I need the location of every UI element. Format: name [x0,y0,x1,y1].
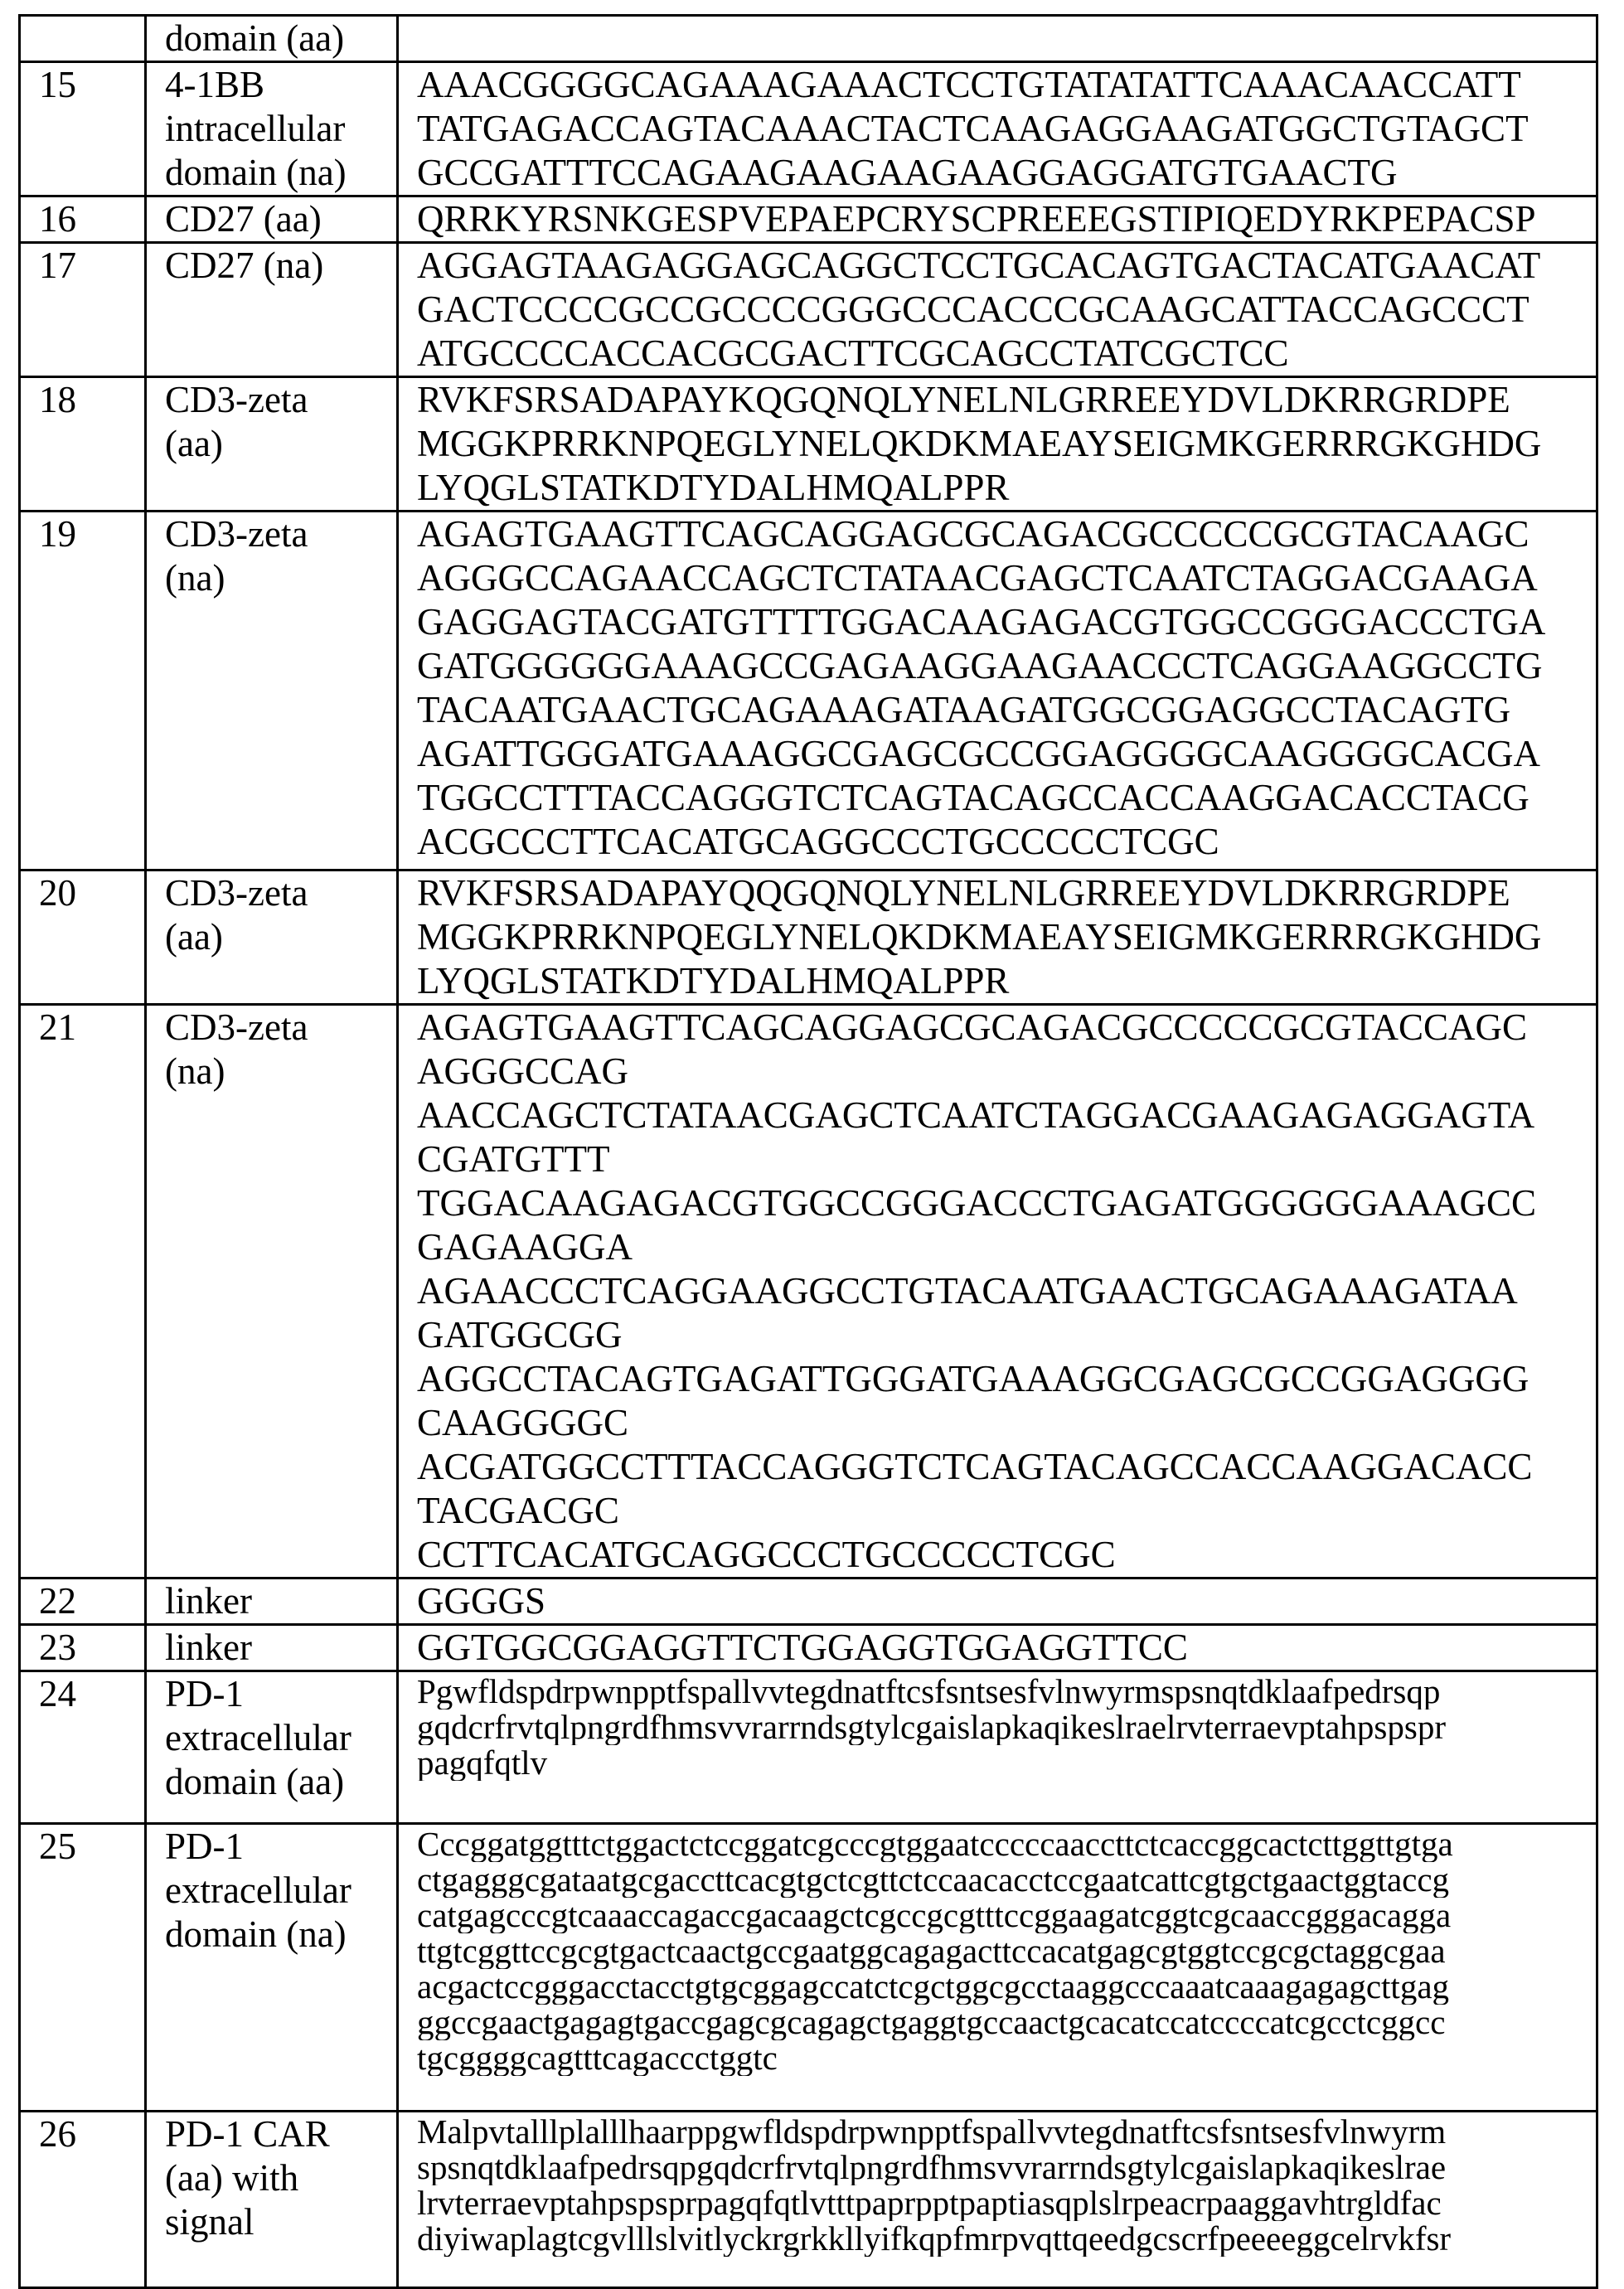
table-row [20,1625,1597,1671]
seq-id-cell: 25 [20,1824,146,2112]
table-row [20,512,1597,870]
sequence-line: gqdcrfrvtqlpngrdfhmsvvrarrndsgtylcgaislapkaqikeslraelrvterraevptahpspspr [417,1709,1596,1745]
description-line: extracellular [165,1869,396,1913]
description-cell [146,1824,398,2112]
sequence-line: catgagcccgtcaaaccagaccgacaagctcgccgcgtttccggaagatcggtcgcaaccgggacagga [417,1898,1596,1933]
description-line: extracellular [165,1716,396,1760]
description-cell [146,1625,398,1671]
seq-id-cell: 15 [20,62,146,196]
sequence-line: diyiwaplagtcgvlllslvitlyckrgrkkllyifkqpfmrpvqttqeedgcscrfpeeeeggcelrvkfsr [417,2221,1596,2257]
seq-id-cell: 26 [20,2112,146,2288]
description-cell [146,377,398,512]
sequence-line: GACTCCCCGCCGCCCCGGGCCCACCCGCAAGCATTACCAGCCCT [417,288,1596,332]
sequence-line: AGAGTGAAGTTCAGCAGGAGCGCAGACGCCCCCGCGTACCAGC [417,1006,1596,1050]
sequence-line: tgcggggcagtttcagaccctggtc [417,2040,1596,2076]
sequence-line: QRRKYRSNKGESPVEPAEPCRYSCPREEEGSTIPIQEDYRKPEPACSP [417,197,1596,241]
description-line: CD27 (na) [165,244,396,288]
sequence-table-body [20,16,1597,2288]
sequence-line: ACGCCCTTCACATGCAGGCCCTGCCCCCTCGC [417,820,1596,864]
table-row [20,62,1597,196]
description-line: domain (aa) [165,1760,396,1804]
sequence-cell [398,16,1597,62]
table-row [20,2112,1597,2288]
sequence-line: GATGGGGGGAAAGCCGAGAAGGAAGAACCCTCAGGAAGGCCTG [417,644,1596,688]
description-line: (aa) [165,915,396,959]
table-row [20,1671,1597,1824]
seq-id-cell: 20 [20,870,146,1005]
seq-id-cell: 23 [20,1625,146,1671]
sequence-cell [398,512,1597,870]
sequence-line: MGGKPRRKNPQEGLYNELQKDKMAEAYSEIGMKGERRRGKGHDG [417,915,1596,959]
description-line: CD27 (aa) [165,197,396,241]
sequence-cell [398,62,1597,196]
description-line: CD3-zeta [165,871,396,915]
table-row [20,870,1597,1005]
description-cell [146,2112,398,2288]
sequence-line: TATGAGACCAGTACAAACTACTCAAGAGGAAGATGGCTGTAGCT [417,107,1596,151]
description-line: PD-1 [165,1825,396,1869]
sequence-line: AACCAGCTCTATAACGAGCTCAATCTAGGACGAAGAGAGGAGTA [417,1094,1596,1137]
seq-id-cell [20,16,146,62]
sequence-line: Cccggatggtttctggactctccggatcgcccgtggaatcccccaaccttctcaccggcactcttggttgtga [417,1826,1596,1862]
sequence-line: AAACGGGGCAGAAAGAAACTCCTGTATATATTCAAACAACCATT [417,63,1596,107]
sequence-line: AGAGTGAAGTTCAGCAGGAGCGCAGACGCCCCCGCGTACAAGC [417,512,1596,556]
table-row [20,16,1597,62]
sequence-line: Pgwfldspdrpwnpptfspallvvtegdnatftcsfsntsesfvlnwyrmspsnqtdklaafpedrsqp [417,1674,1596,1709]
description-line: (aa) with [165,2156,396,2200]
description-cell [146,16,398,62]
sequence-line: ATGCCCCACCACGCGACTTCGCAGCCTATCGCTCC [417,332,1596,376]
sequence-line: GATGGCGG [417,1313,1596,1357]
seq-id-cell: 16 [20,196,146,243]
sequence-line: GAGGAGTACGATGTTTTGGACAAGAGACGTGGCCGGGACCCTGA [417,600,1596,644]
description-line: linker [165,1579,396,1623]
description-cell [146,62,398,196]
sequence-line: MGGKPRRKNPQEGLYNELQKDKMAEAYSEIGMKGERRRGKGHDG [417,422,1596,466]
table-row [20,377,1597,512]
table-row [20,196,1597,243]
sequence-cell [398,1579,1597,1625]
sequence-line: LYQGLSTATKDTYDALHMQALPPR [417,466,1596,510]
seq-id-cell: 17 [20,243,146,377]
sequence-line: CCTTCACATGCAGGCCCTGCCCCCTCGC [417,1533,1596,1577]
sequence-line: LYQGLSTATKDTYDALHMQALPPR [417,959,1596,1003]
description-line: (na) [165,556,396,600]
sequence-line: TGGACAAGAGACGTGGCCGGGACCCTGAGATGGGGGGAAAGCC [417,1181,1596,1225]
seq-id-cell: 18 [20,377,146,512]
sequence-cell [398,2112,1597,2288]
sequence-line: ggccgaactgagagtgaccgagcgcagagctgaggtgccaactgcacatccatccccatcgcctcggcc [417,2005,1596,2040]
sequence-cell [398,1005,1597,1579]
table-row [20,1824,1597,2112]
sequence-line: acgactccgggacctacctgtgcggagccatctcgctggcgcctaaggcccaaatcaaagagagcttgag [417,1969,1596,2005]
sequence-line: TGGCCTTTACCAGGGTCTCAGTACAGCCACCAAGGACACCTACG [417,776,1596,820]
description-line: linker [165,1626,396,1670]
sequence-table [18,14,1598,2289]
description-line: (na) [165,1050,396,1094]
sequence-line: spsnqtdklaafpedrsqpgqdcrfrvtqlpngrdfhmsvvrarrndsgtylcgaislapkaqikeslrae [417,2150,1596,2185]
sequence-line: AGGCCTACAGTGAGATTGGGATGAAAGGCGAGCGCCGGAGGGG [417,1357,1596,1401]
description-line: CD3-zeta [165,512,396,556]
sequence-line: AGGGCCAGAACCAGCTCTATAACGAGCTCAATCTAGGACGAAGA [417,556,1596,600]
sequence-cell [398,1625,1597,1671]
description-line: domain (aa) [165,17,396,61]
sequence-line: ttgtcggttccgcgtgactcaactgccgaatggcagagacttccacatgagcgtggtccgcgctaggcgaa [417,1933,1596,1969]
sequence-line: CAAGGGGC [417,1401,1596,1445]
sequence-line: ctgagggcgataatgcgaccttcacgtgctcgttctccaacacctccgaatcattcgtgctgaactggtaccg [417,1862,1596,1898]
description-cell [146,870,398,1005]
sequence-line: ACGATGGCCTTTACCAGGGTCTCAGTACAGCCACCAAGGACACC [417,1445,1596,1489]
seq-id-cell: 21 [20,1005,146,1579]
sequence-line: AGAACCCTCAGGAAGGCCTGTACAATGAACTGCAGAAAGATAA [417,1269,1596,1313]
sequence-line: AGGAGTAAGAGGAGCAGGCTCCTGCACAGTGACTACATGAACAT [417,244,1596,288]
sequence-line: pagqfqtlv [417,1745,1596,1781]
description-cell [146,1005,398,1579]
seq-id-cell: 19 [20,512,146,870]
description-cell [146,1671,398,1824]
sequence-line: AGGGCCAG [417,1050,1596,1094]
sequence-cell [398,1824,1597,2112]
description-line: domain (na) [165,151,396,195]
sequence-line: GGTGGCGGAGGTTCTGGAGGTGGAGGTTCC [417,1626,1596,1670]
table-row [20,1005,1597,1579]
sequence-line: AGATTGGGATGAAAGGCGAGCGCCGGAGGGGCAAGGGGCACGA [417,732,1596,776]
description-line: CD3-zeta [165,1006,396,1050]
sequence-cell [398,243,1597,377]
description-line: 4-1BB [165,63,396,107]
description-cell [146,1579,398,1625]
description-cell [146,196,398,243]
sequence-line: TACAATGAACTGCAGAAAGATAAGATGGCGGAGGCCTACAGTG [417,688,1596,732]
seq-id-cell: 24 [20,1671,146,1824]
description-cell [146,512,398,870]
sequence-cell [398,377,1597,512]
sequence-line: GCCGATTTCCAGAAGAAGAAGAAGGAGGATGTGAACTG [417,151,1596,195]
sequence-line: CGATGTTT [417,1137,1596,1181]
sequence-line: lrvterraevptahpspsprpagqfqtlvtttpaprpptpaptiasqplslrpeacrpaaggavhtrgldfac [417,2185,1596,2221]
sequence-line: GAGAAGGA [417,1225,1596,1269]
description-line: domain (na) [165,1913,396,1957]
sequence-cell [398,1671,1597,1824]
description-line: PD-1 [165,1672,396,1716]
description-line: (aa) [165,422,396,466]
table-row [20,1579,1597,1625]
description-line: intracellular [165,107,396,151]
description-cell [146,243,398,377]
description-line: signal [165,2200,396,2244]
sequence-line: RVKFSRSADAPAYQQGQNQLYNELNLGRREEYDVLDKRRGRDPE [417,871,1596,915]
sequence-cell [398,196,1597,243]
sequence-cell [398,870,1597,1005]
sequence-line: TACGACGC [417,1489,1596,1533]
seq-id-cell: 22 [20,1579,146,1625]
sequence-line: GGGGS [417,1579,1596,1623]
description-line: PD-1 CAR [165,2112,396,2156]
sequence-line: Malpvtalllplalllhaarppgwfldspdrpwnpptfspallvvtegdnatftcsfsntsesfvlnwyrm [417,2114,1596,2150]
table-row [20,243,1597,377]
sequence-line: RVKFSRSADAPAYKQGQNQLYNELNLGRREEYDVLDKRRGRDPE [417,378,1596,422]
description-line: CD3-zeta [165,378,396,422]
